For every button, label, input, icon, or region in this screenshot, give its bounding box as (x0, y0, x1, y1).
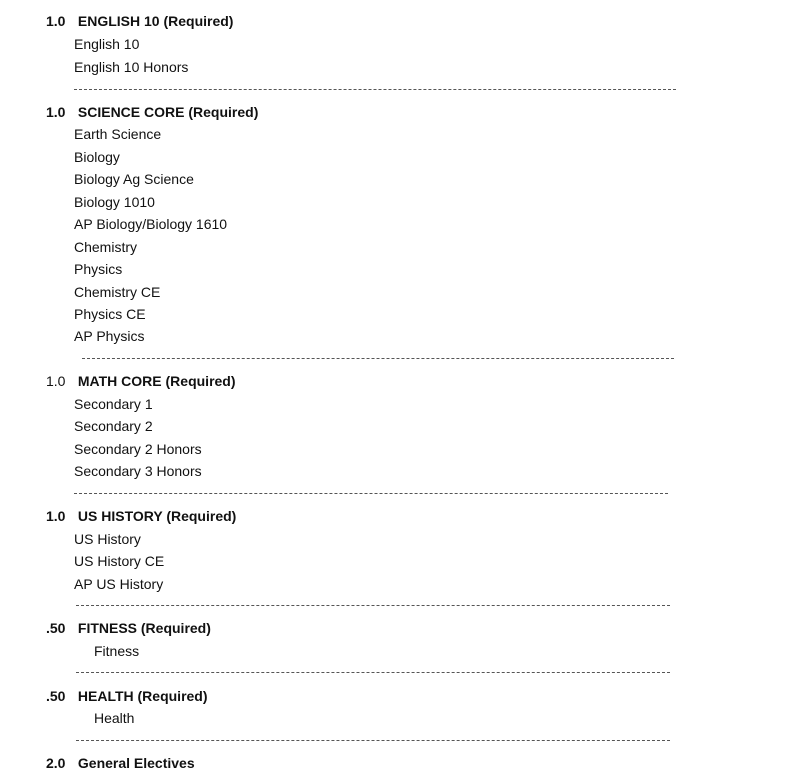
course-item: Chemistry (74, 239, 138, 255)
course-item: Secondary 1 (74, 396, 153, 412)
section-title: HEALTH (Required) (77, 688, 208, 704)
section-heading-us-history (46, 506, 236, 526)
section-title: SCIENCE CORE (Required) (77, 104, 259, 120)
course-item: Fitness (94, 643, 140, 659)
course-item: AP Biology/Biology 1610 (74, 216, 228, 232)
course-item: Secondary 2 Honors (74, 441, 202, 457)
section-heading-general-electives (46, 753, 195, 773)
course-item: US History CE (74, 553, 165, 569)
course-item: Chemistry CE (74, 284, 161, 300)
course-item: Health (94, 710, 135, 726)
section-credits: 1.0 (46, 508, 66, 524)
section-heading-math (46, 371, 236, 391)
course-item: Secondary 2 (74, 418, 153, 434)
section-title: General Electives (77, 755, 195, 771)
course-item: Biology 1010 (74, 194, 155, 210)
section-title: ENGLISH 10 (Required) (77, 13, 234, 29)
course-item: Physics (74, 261, 123, 277)
course-item: US History (74, 531, 141, 547)
section-divider (82, 358, 674, 359)
section-heading-health (46, 686, 208, 706)
section-heading-science (46, 102, 258, 122)
course-item: Secondary 3 Honors (74, 463, 202, 479)
section-heading-english (46, 11, 233, 31)
section-title: US HISTORY (Required) (77, 508, 237, 524)
course-item: Earth Science (74, 126, 162, 142)
section-credits: 1.0 (46, 104, 66, 120)
course-item: English 10 (74, 36, 140, 52)
course-item: AP Physics (74, 328, 145, 344)
section-credits: 1.0 (46, 373, 66, 389)
section-divider (74, 493, 668, 494)
section-heading-fitness (46, 618, 211, 638)
section-credits: 1.0 (46, 13, 66, 29)
section-credits: .50 (46, 620, 66, 636)
section-divider (76, 740, 670, 741)
section-divider (76, 605, 670, 606)
section-credits: 2.0 (46, 755, 66, 771)
course-item: English 10 Honors (74, 59, 189, 75)
course-item: AP US History (74, 576, 164, 592)
section-divider (76, 672, 670, 673)
course-item: Biology Ag Science (74, 171, 194, 187)
course-item: Biology (74, 149, 120, 165)
section-title: MATH CORE (Required) (77, 373, 236, 389)
section-divider (74, 89, 676, 90)
section-credits: .50 (46, 688, 66, 704)
section-title: FITNESS (Required) (77, 620, 211, 636)
course-item: Physics CE (74, 306, 146, 322)
